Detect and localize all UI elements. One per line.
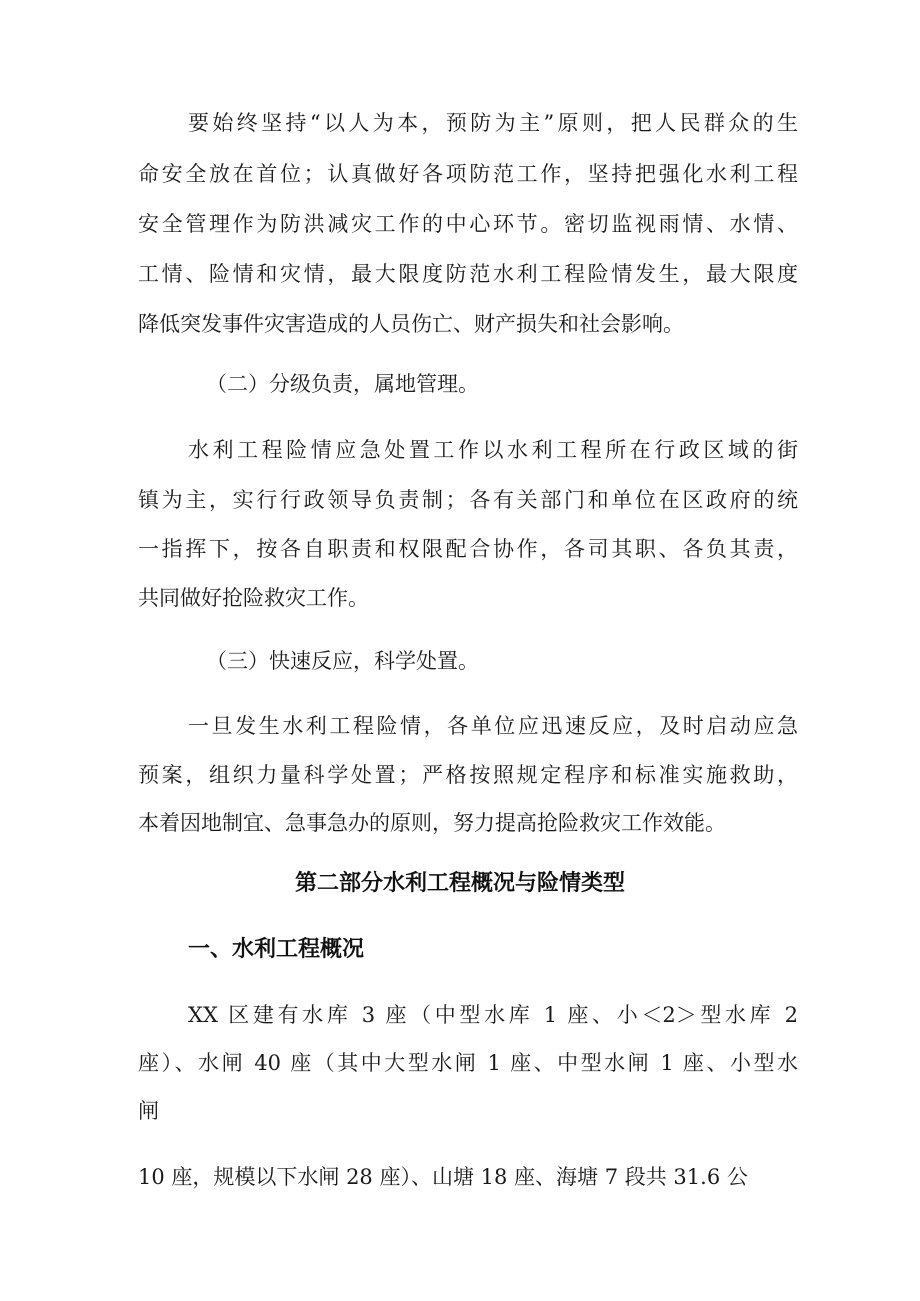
paragraph-line: 水利工程险情应急处置工作以水利工程所在行政区域的街: [188, 438, 798, 462]
paragraph-line: XX 区建有水库 3 座（中型水库 1 座、小＜2＞型水库 2: [188, 1003, 798, 1027]
paragraph-line: 座）、水闸 40 座（其中大型水闸 1 座、中型水闸 1 座、小型水: [138, 1051, 798, 1075]
subheading-3: （三）快速反应，科学处置。: [206, 649, 479, 673]
paragraph-line: 一旦发生水利工程险情，各单位应迅速反应，及时启动应急: [188, 714, 798, 738]
paragraph-line: 镇为主，实行行政领导负责制；各有关部门和单位在区政府的统: [138, 488, 798, 512]
paragraph-line: 命安全放在首位；认真做好各项防范工作，坚持把强化水利工程: [138, 162, 798, 186]
paragraph-line: 一指挥下，按各自职责和权限配合协作，各司其职、各负其责，: [138, 537, 798, 561]
paragraph-line: 闸: [138, 1099, 159, 1123]
paragraph-line: 10 座，规模以下水闸 28 座）、山塘 18 座、海塘 7 段共 31.6 公: [138, 1165, 748, 1189]
paragraph-line: 要始终坚持“以人为本，预防为主”原则，把人民群众的生: [188, 111, 798, 135]
part-title: 第二部分水利工程概况与险情类型: [294, 871, 625, 896]
paragraph-line: 工情、险情和灾情，最大限度防范水利工程险情发生，最大限度: [138, 262, 798, 286]
paragraph-line: 安全管理作为防洪减灾工作的中心环节。密切监视雨情、水情、: [138, 212, 798, 236]
section-title: 一、水利工程概况: [188, 937, 365, 962]
paragraph-line: 本着因地制宜、急事急办的原则，努力提高抢险救灾工作效能。: [138, 811, 726, 835]
paragraph-line: 预案，组织力量科学处置；严格按照规定程序和标准实施救助，: [138, 763, 798, 787]
paragraph-line: 降低突发事件灾害造成的人员伤亡、财产损失和社会影响。: [138, 312, 684, 336]
subheading-2: （二）分级负责，属地管理。: [206, 372, 479, 396]
paragraph-line: 共同做好抢险救灾工作。: [138, 586, 369, 610]
